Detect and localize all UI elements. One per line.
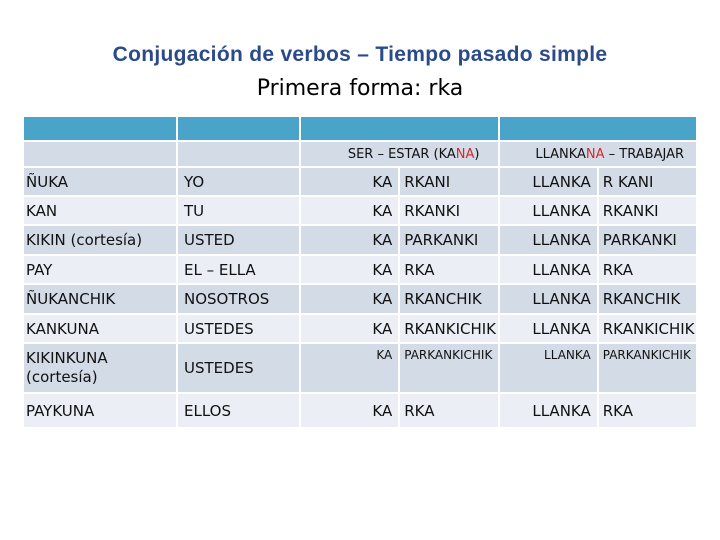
page-title: Conjugación de verbos – Tiempo pasado simple bbox=[112, 43, 608, 66]
page-subtitle: Primera forma: rka bbox=[256, 76, 464, 101]
table-row: KAN TU KA RKANKI LLANKA RKANKI bbox=[23, 196, 697, 225]
header-ser-estar: SER – ESTAR (KANA) bbox=[300, 141, 499, 167]
table-header-row bbox=[23, 141, 697, 167]
table-row: KIKIN (cortesía) USTED KA PARKANKI LLANKA PARKANKI bbox=[23, 225, 697, 255]
table-header-band bbox=[23, 116, 697, 141]
header-llankana: LLANKANA – TRABAJAR bbox=[499, 141, 698, 167]
table-row: ÑUKA YO KA RKANI LLANKA R KANI bbox=[23, 167, 697, 196]
table-row: KANKUNA USTEDES KA RKANKICHIK LLANKA RKANKICHIK bbox=[23, 314, 697, 343]
table-row: PAY EL – ELLA KA RKA LLANKA RKA bbox=[23, 255, 697, 284]
conjugation-table bbox=[22, 115, 698, 429]
table-row: PAYKUNA ELLOS KA RKA LLANKA RKA bbox=[23, 393, 697, 428]
table-row: KIKINKUNA (cortesía) USTEDES KA PARKANKICHIK LLANKA PARKANKICHIK bbox=[23, 343, 697, 393]
table-row: ÑUKANCHIK NOSOTROS KA RKANCHIK LLANKA RKANCHIK bbox=[23, 284, 697, 314]
